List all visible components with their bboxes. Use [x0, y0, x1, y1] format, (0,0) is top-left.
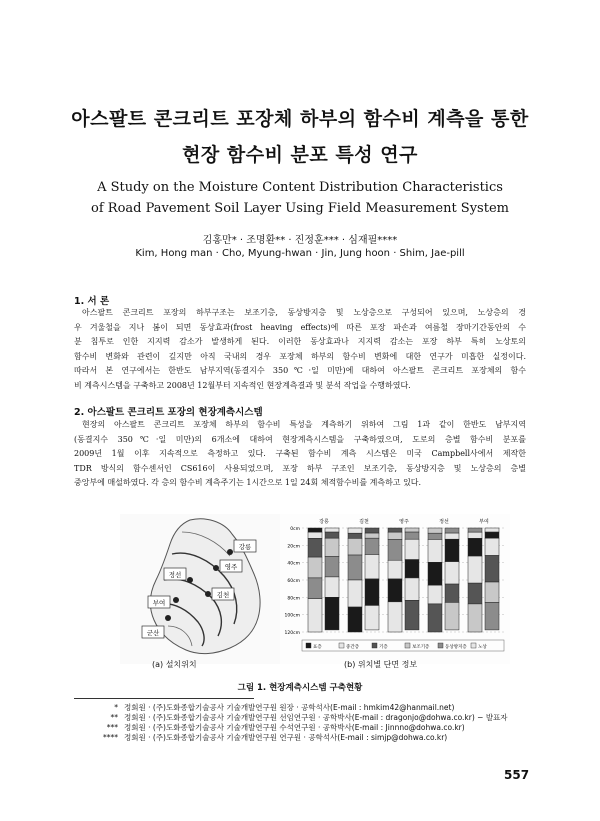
depth-label: 100cm: [284, 613, 300, 619]
figure-caption: 그림 1. 현장계측시스템 구축현황: [237, 683, 363, 693]
site-marker: [173, 597, 179, 603]
body-line: 중앙부에 매설하였다. 각 층의 함수비 계측주기는 1시간으로 1일 24회 체적함수비를 계측하고 있다.: [74, 478, 422, 488]
english-title-line-1: A Study on the Moisture Content Distribution Characteristics: [97, 180, 503, 195]
map-label: 강릉: [238, 543, 252, 551]
site-marker: [205, 591, 211, 597]
body-line: 분 침투로 인한 지지력 감소가 발생하게 된다. 이러한 동상효과나 지지력 감소는 포장 하부 특히 노상토의: [74, 337, 526, 347]
section-2-heading: 2. 아스팔트 콘크리트 포장의 현장계측시스템: [74, 407, 263, 418]
layer-block: [365, 605, 379, 629]
legend-label: 동상방지층: [445, 645, 467, 650]
layer-block: [388, 602, 402, 632]
layer-block: [468, 604, 482, 632]
layer-block: [308, 578, 322, 599]
legend-label: 표층: [313, 645, 322, 650]
layer-block: [445, 584, 459, 602]
layer-block: [428, 528, 442, 533]
layer-block: [485, 528, 499, 532]
layer-block: [405, 578, 419, 600]
layer-block: [348, 607, 362, 632]
layer-block: [325, 577, 339, 597]
footnote-mark: ****: [103, 733, 118, 742]
english-title-line-2: of Road Pavement Soil Layer Using Field Measurement System: [91, 201, 509, 216]
subcaption-a: (a) 설치위치: [152, 660, 197, 669]
body-line: 함수비 변화와 관련이 깊지만 아직 국내의 경우 포장체 하부의 함수비 변화에 대한 연구가 미흡한 실정이다.: [74, 351, 526, 361]
section-2-body: [74, 418, 526, 491]
layer-block: [365, 528, 379, 533]
layer-block: [468, 556, 482, 583]
page-number: 557: [504, 768, 530, 782]
figure-1: [0, 508, 600, 688]
legend-swatch: [438, 643, 443, 648]
column-label: 부여: [479, 519, 489, 525]
authors-korean: 김홍만* · 조명환** · 진정훈*** · 심재필****: [202, 235, 398, 246]
layer-block: [485, 556, 499, 582]
layer-block: [325, 532, 339, 538]
layer-block: [388, 579, 402, 602]
layer-block: [365, 533, 379, 538]
layer-block: [325, 597, 339, 630]
footnote-mark: ***: [106, 723, 118, 732]
column-label: 강릉: [319, 519, 329, 525]
body-line: 비 계측시스템을 구축하고 2008년 12월부터 지속적인 현장계측결과 및 분석 작업을 수행하였다.: [74, 380, 411, 390]
footnote-text: 정회원 · (주)도화종합기술공사 기술개발연구원 연구원 · 공학석사(E-mail : simjp@dohwa.co.kr): [124, 733, 448, 742]
layer-block: [485, 582, 499, 602]
installation-map: [120, 514, 300, 664]
layer-block: [428, 533, 442, 539]
depth-label: 20cm: [287, 544, 300, 550]
body-line: (동결지수 350℃·일 미만)의 6개소에 대하여 현장계측시스템을 구축하였으며, 도로의 층별 함수비 분포를: [74, 434, 526, 444]
layer-block: [325, 538, 339, 556]
column-label: 김천: [359, 519, 369, 525]
site-marker: [187, 577, 193, 583]
body-line: 현장의 아스팔트 콘크리트 포장체 하부의 함수비 특성을 계측하기 위하여 그림 1과 같이 한반도 남부지역: [82, 420, 526, 429]
layer-block: [468, 583, 482, 604]
map-label: 정선: [168, 571, 182, 579]
layer-block: [388, 528, 402, 532]
footnote-text: 정회원 · (주)도화종합기술공사 기술개발연구원 원장 · 공학석사(E-mail : hmkim42@hanmail.net): [124, 703, 455, 712]
layer-block: [468, 538, 482, 556]
footnote-divider: [74, 698, 254, 699]
layer-block: [445, 562, 459, 584]
legend-label: 중간층: [346, 645, 360, 650]
layer-block: [365, 579, 379, 605]
footnote: [74, 703, 544, 713]
layer-block: [365, 538, 379, 554]
layer-block: [348, 538, 362, 555]
layer-block: [405, 600, 419, 630]
legend-label: 기층: [379, 645, 388, 650]
depth-label: 120cm: [284, 631, 300, 636]
legend-label: 보조기층: [412, 645, 430, 650]
layer-block: [428, 585, 442, 604]
body-line: 2009년 1월 이후 지속적으로 측정하고 있다. 구축된 함수비 계측 시스템은 미국 Campbell사에서 제작한: [74, 449, 526, 459]
layer-block: [485, 538, 499, 555]
section-profile-diagram: [280, 514, 510, 664]
site-marker: [165, 615, 171, 621]
layer-block: [348, 528, 362, 533]
layer-block: [445, 533, 459, 539]
column-label: 정선: [439, 519, 449, 525]
layer-block: [388, 560, 402, 579]
footnote-mark: *: [114, 703, 118, 712]
depth-label: 80cm: [287, 596, 300, 602]
layer-block: [468, 532, 482, 538]
layer-block: [445, 528, 459, 533]
layer-block: [388, 539, 402, 560]
korean-title-line-2: 현장 함수비 분포 특성 연구: [182, 144, 418, 166]
column-label: 영주: [399, 519, 409, 525]
layer-block: [405, 560, 419, 578]
map-label: 부여: [152, 599, 166, 607]
layer-block: [388, 532, 402, 539]
layer-block: [445, 539, 459, 561]
body-line: 우 겨울철을 지나 봄이 되면 동상효과(frost heaving effects)에 따른 포장 파손과 여름철 장마기간동안의 수: [74, 322, 526, 332]
depth-label: 0cm: [290, 527, 300, 532]
legend-swatch: [372, 643, 377, 648]
subcaption-b: (b) 위치별 단면 정보: [344, 660, 418, 669]
depth-label: 60cm: [287, 579, 300, 584]
layer-block: [445, 602, 459, 630]
layer-block: [405, 539, 419, 559]
layer-block: [325, 528, 339, 532]
body-line: 따라서 본 연구에서는 한반도 남부지역(동결지수 350℃·일 미만)에 대하여 아스팔트 콘크리트 포장체의 함수: [74, 366, 526, 376]
map-label: 군산: [146, 629, 160, 637]
layer-block: [365, 554, 379, 578]
legend-swatch: [339, 643, 344, 648]
depth-label: 40cm: [287, 561, 300, 567]
layer-block: [348, 533, 362, 538]
layer-block: [308, 599, 322, 632]
map-label: 김천: [216, 591, 230, 599]
footnote-text: 정회원 · (주)도화종합기술공사 기술개발연구원 선임연구원 · 공학박사(E-mail : dragonjo@dohwa.co.kr) − 발표자: [124, 713, 508, 722]
layer-block: [325, 557, 339, 577]
map-label: 영주: [224, 563, 238, 571]
site-marker: [213, 565, 219, 571]
layer-block: [308, 532, 322, 538]
layer-block: [485, 532, 499, 538]
body-line: 아스팔트 콘크리트 포장의 하부구조는 보조기층, 동상방지층 및 노상층으로 구성되어 있으며, 노상층의 경: [82, 308, 526, 317]
footnote: [74, 713, 544, 723]
authors-english: Kim, Hong man · Cho, Myung-hwan · Jin, Jung hoon · Shim, Jae-pill: [135, 248, 465, 259]
layer-block: [348, 555, 362, 580]
layer-block: [308, 528, 322, 532]
layer-block: [428, 539, 442, 562]
layer-block: [308, 538, 322, 557]
section-1-heading: 1. 서 론: [74, 296, 110, 307]
legend-label: 노상: [478, 645, 487, 650]
footnote: [74, 733, 544, 743]
body-line: TDR 방식의 함수센서인 CS616이 사용되었으며, 포장 하부 구조인 보조기층, 동상방지층 및 노상층의 층별: [74, 463, 526, 473]
korean-title-line-1: 아스팔트 콘크리트 포장체 하부의 함수비 계측을 통한: [71, 108, 529, 130]
legend-swatch: [306, 643, 311, 648]
layer-block: [405, 528, 419, 532]
layer-block: [485, 602, 499, 630]
footnote: [74, 723, 544, 733]
legend-swatch: [405, 643, 410, 648]
layer-block: [428, 604, 442, 632]
layer-block: [405, 532, 419, 539]
section-1-body: [74, 306, 526, 394]
footnote-mark: **: [110, 713, 118, 722]
layer-block: [468, 528, 482, 532]
site-marker: [227, 549, 233, 555]
footnote-text: 정회원 · (주)도화종합기술공사 기술개발연구원 수석연구원 · 공학박사(E-mail : Jinnno@dohwa.co.kr): [124, 723, 465, 732]
layer-block: [308, 557, 322, 578]
layer-block: [348, 580, 362, 607]
legend-swatch: [471, 643, 476, 648]
layer-block: [428, 562, 442, 585]
